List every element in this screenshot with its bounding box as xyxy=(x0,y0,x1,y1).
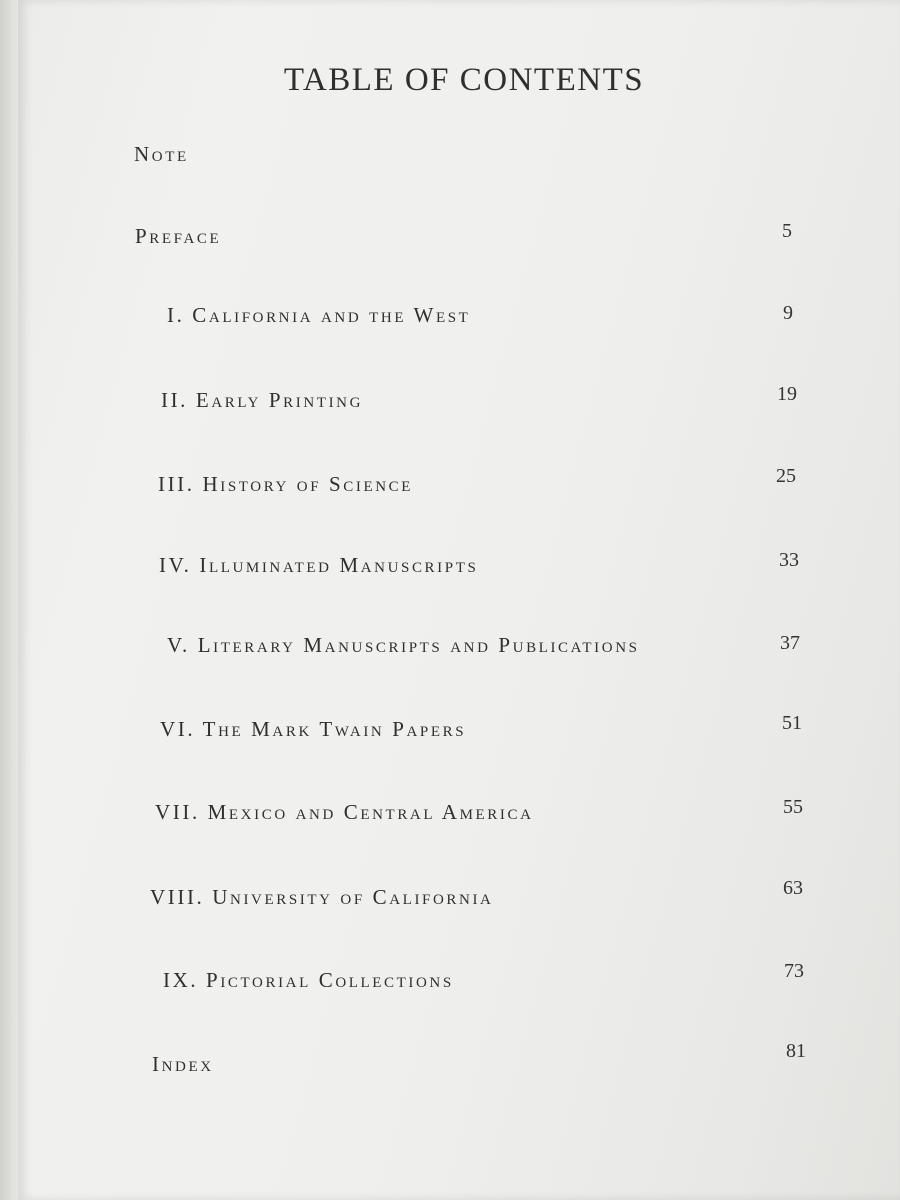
toc-page-california-west: 9 xyxy=(783,302,793,324)
toc-entry-pictorial-collections: IX. Pictorial Collections xyxy=(163,968,454,992)
toc-entry-illuminated-manuscripts: IV. Illuminated Manuscripts xyxy=(159,553,479,577)
toc-entry-history-science: III. History of Science xyxy=(158,472,414,496)
toc-page-literary-manuscripts: 37 xyxy=(780,632,800,654)
toc-entry-index: Index xyxy=(152,1052,214,1076)
toc-page-index: 81 xyxy=(786,1040,806,1062)
toc-page-early-printing: 19 xyxy=(777,383,797,405)
toc-entry-literary-manuscripts: V. Literary Manuscripts and Publications xyxy=(167,633,640,657)
toc-entry-university-california: VIII. University of California xyxy=(150,885,494,909)
toc-entry-mark-twain: VI. The Mark Twain Papers xyxy=(160,717,467,741)
toc-page-university-california: 63 xyxy=(783,877,803,899)
toc-entry-note: Note xyxy=(134,142,189,166)
toc-page-illuminated-manuscripts: 33 xyxy=(779,549,799,571)
toc-entry-california-west: I. California and the West xyxy=(167,303,471,327)
toc-entry-mexico-central-america: VII. Mexico and Central America xyxy=(155,800,534,824)
toc-page-pictorial-collections: 73 xyxy=(784,960,804,982)
toc-page-preface: 5 xyxy=(782,220,792,242)
toc-page-mexico-central-america: 55 xyxy=(783,796,803,818)
page-edge xyxy=(0,0,18,1200)
toc-entry-early-printing: II. Early Printing xyxy=(161,388,364,412)
toc-page-history-science: 25 xyxy=(776,465,796,487)
toc-page-mark-twain: 51 xyxy=(782,712,802,734)
toc-entry-preface: Preface xyxy=(135,224,222,248)
book-page xyxy=(18,0,900,1200)
page-title: TABLE OF CONTENTS xyxy=(283,62,645,98)
